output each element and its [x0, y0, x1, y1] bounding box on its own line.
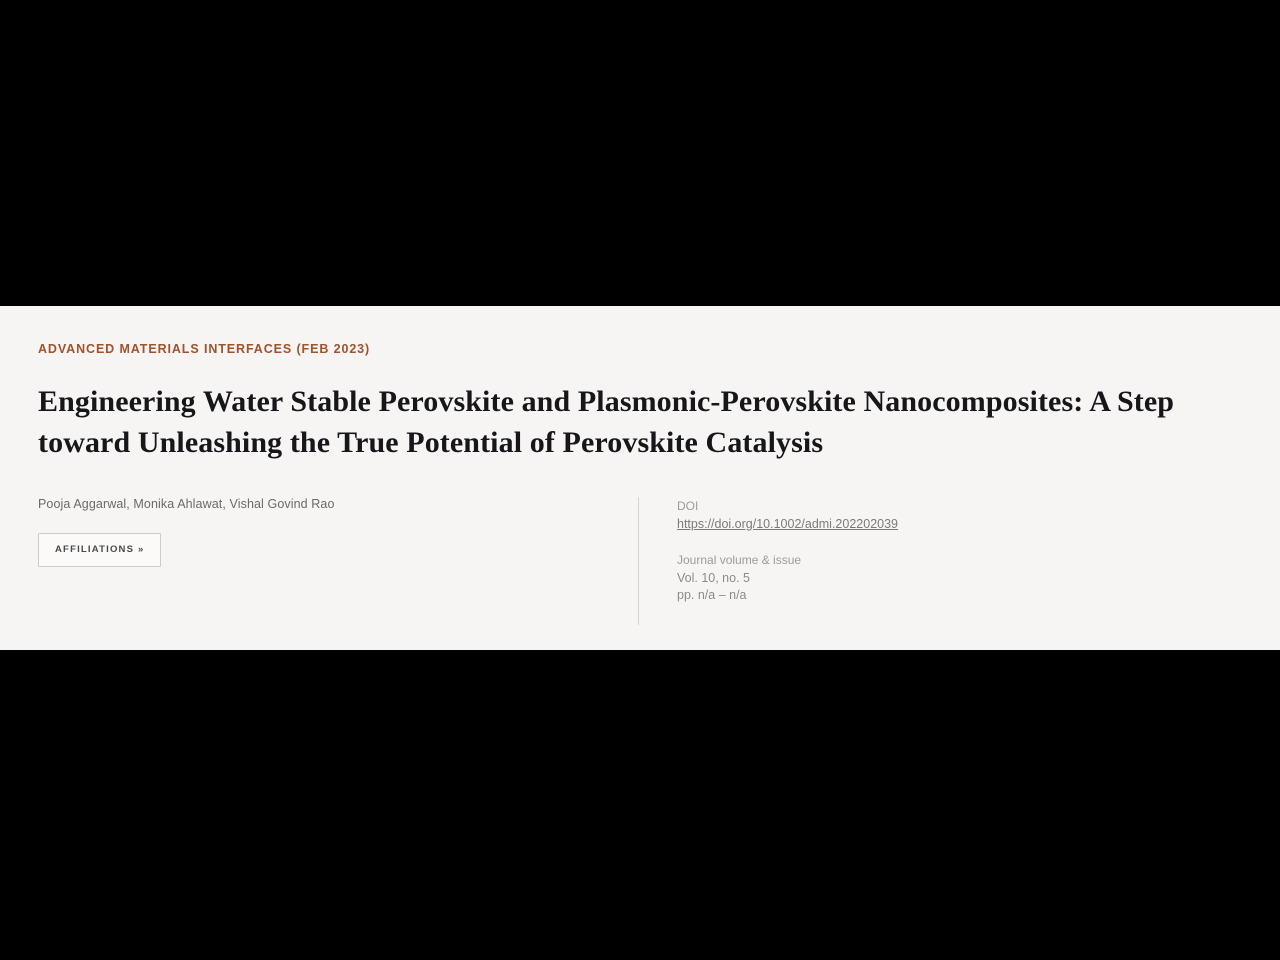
volume-issue-value: Vol. 10, no. 5 [677, 571, 750, 585]
authors-list: Pooja Aggarwal, Monika Ahlawat, Vishal Govind Rao [38, 497, 335, 511]
pages-value: pp. n/a – n/a [677, 588, 747, 602]
journal-name-and-date: ADVANCED MATERIALS INTERFACES (FEB 2023) [38, 342, 371, 356]
metadata-column [677, 497, 898, 605]
article-details [38, 497, 1242, 625]
affiliations-button[interactable]: AFFILIATIONS » [38, 533, 161, 567]
vertical-divider [638, 497, 639, 625]
article-card [0, 306, 1280, 650]
doi-link[interactable]: https://doi.org/10.1002/admi.202202039 [677, 517, 899, 531]
authors-column [38, 497, 638, 567]
doi-label: DOI [677, 499, 699, 513]
page-title: Engineering Water Stable Perovskite and Plasmonic-Perovskite Nanocomposites: A Step toward Unleashing the True Potential of Perovskite Catalysis [38, 385, 1175, 459]
journal-volume-issue-label: Journal volume & issue [677, 553, 802, 567]
